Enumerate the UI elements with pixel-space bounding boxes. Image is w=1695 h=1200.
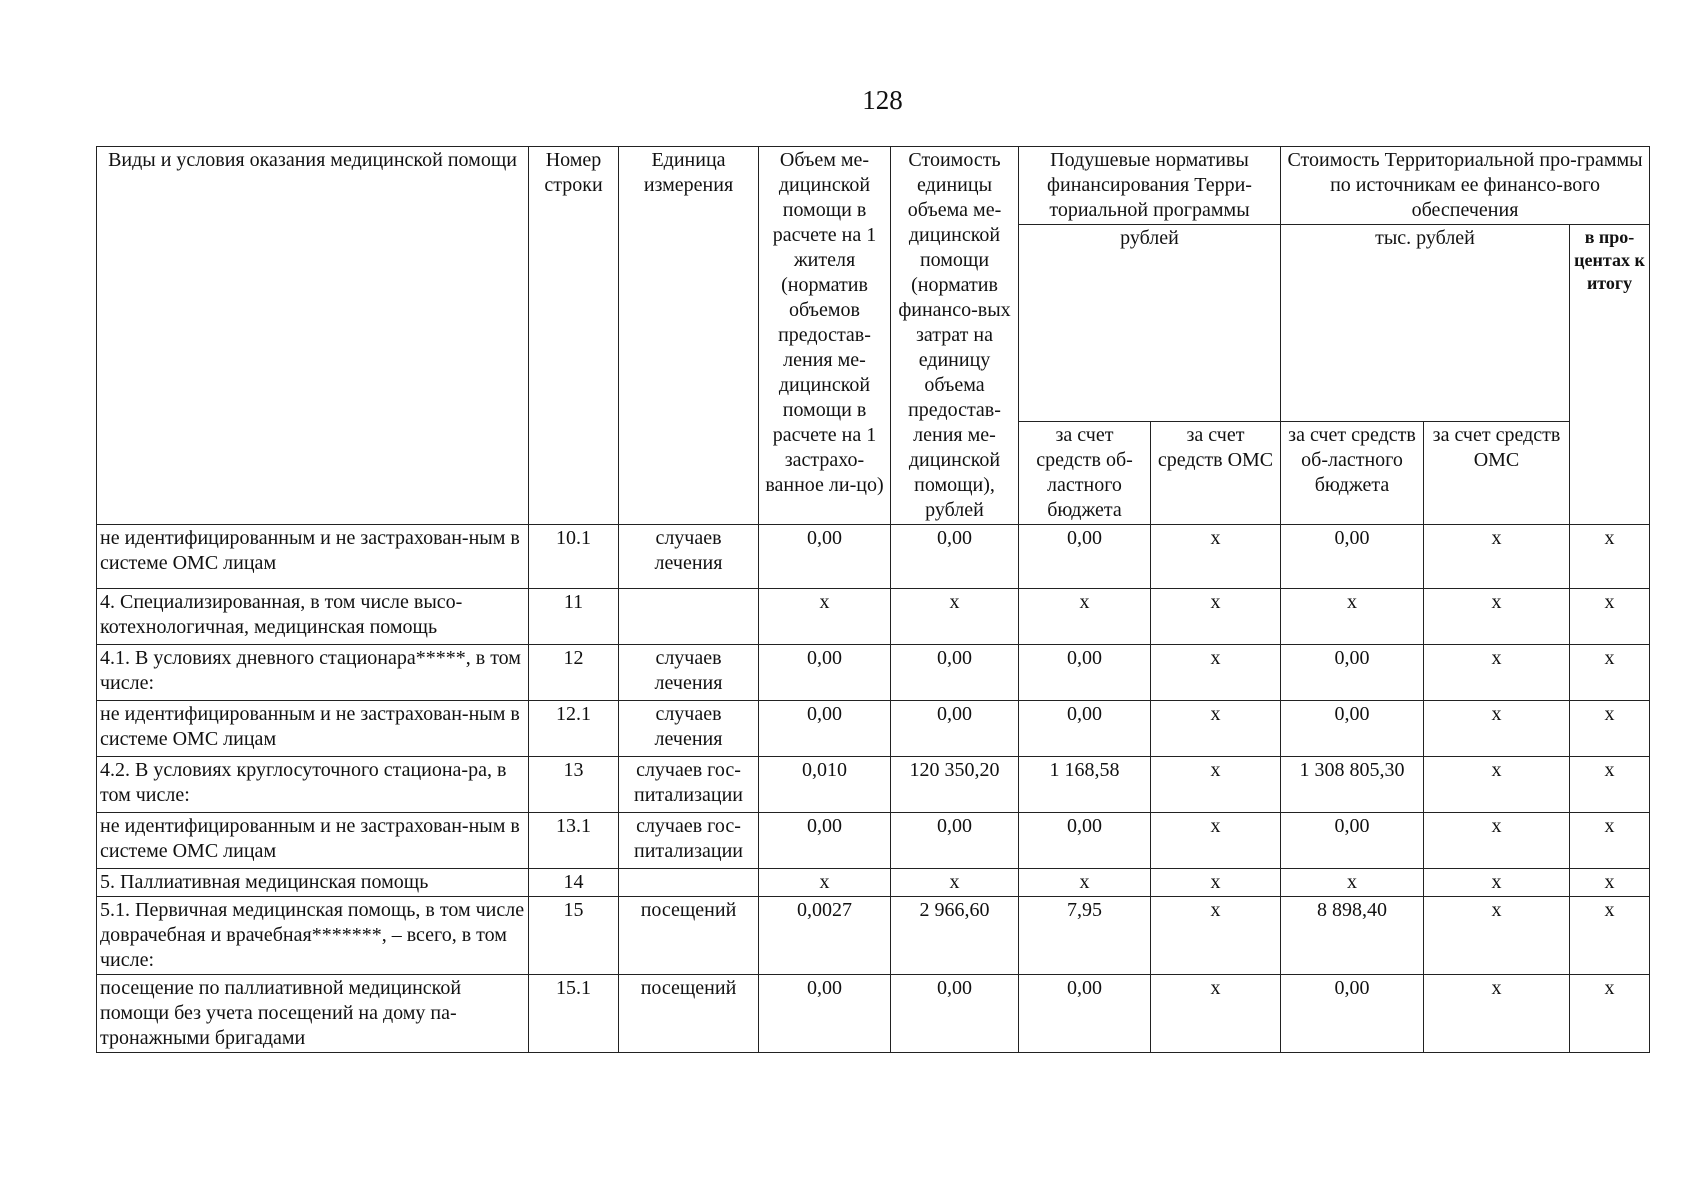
cell-per-capita-oms: х	[1151, 525, 1281, 589]
cell-percent: х	[1570, 813, 1650, 869]
cell-number: 12.1	[529, 701, 619, 757]
cell-per-capita-budget: 7,95	[1019, 897, 1151, 975]
header-percent: в про-центах к итогу	[1570, 225, 1650, 525]
cell-number: 13.1	[529, 813, 619, 869]
header-per-capita-unit: рублей	[1019, 225, 1281, 422]
cell-name: 4. Специализированная, в том числе высо-котехнологичная, медицинская помощь	[97, 589, 529, 645]
cell-name: 5.1. Первичная медицинская помощь, в том числе доврачебная и врачебная*******, – всего, в том числе:	[97, 897, 529, 975]
table-row	[97, 897, 1650, 975]
cell-unit-cost: х	[891, 589, 1019, 645]
cell-unit-cost: 0,00	[891, 645, 1019, 701]
cell-percent: х	[1570, 975, 1650, 1053]
header-unit: Единица измерения	[619, 147, 759, 525]
cell-volume: 0,010	[759, 757, 891, 813]
cell-cost-oms: х	[1424, 589, 1570, 645]
table-row	[97, 975, 1650, 1053]
cell-volume: х	[759, 869, 891, 897]
cell-name: 4.2. В условиях круглосуточного стациона-ра, в том числе:	[97, 757, 529, 813]
cell-unit	[619, 589, 759, 645]
cell-per-capita-oms: х	[1151, 813, 1281, 869]
cell-per-capita-oms: х	[1151, 701, 1281, 757]
cell-cost-oms: х	[1424, 645, 1570, 701]
cell-cost-budget: 8 898,40	[1281, 897, 1424, 975]
cell-cost-budget: 0,00	[1281, 525, 1424, 589]
cell-per-capita-budget: х	[1019, 869, 1151, 897]
cell-number: 11	[529, 589, 619, 645]
financing-table	[96, 146, 1650, 1053]
cell-number: 15.1	[529, 975, 619, 1053]
cell-unit-cost: 0,00	[891, 975, 1019, 1053]
cell-volume: 0,00	[759, 813, 891, 869]
cell-unit-cost: 120 350,20	[891, 757, 1019, 813]
cell-name: 5. Паллиативная медицинская помощь	[97, 869, 529, 897]
cell-unit-cost: 0,00	[891, 525, 1019, 589]
cell-percent: х	[1570, 897, 1650, 975]
cell-unit: посещений	[619, 897, 759, 975]
cell-cost-budget: 0,00	[1281, 975, 1424, 1053]
cell-per-capita-budget: 0,00	[1019, 813, 1151, 869]
header-cost-unit: тыс. рублей	[1281, 225, 1570, 422]
cell-unit-cost: 0,00	[891, 813, 1019, 869]
header-row-number: Номер строки	[529, 147, 619, 525]
cell-cost-oms: х	[1424, 975, 1570, 1053]
cell-unit: случаев лечения	[619, 645, 759, 701]
cell-cost-oms: х	[1424, 897, 1570, 975]
cell-percent: х	[1570, 589, 1650, 645]
cell-unit: случаев гос-питализации	[619, 813, 759, 869]
cell-per-capita-budget: 0,00	[1019, 975, 1151, 1053]
cell-cost-oms: х	[1424, 813, 1570, 869]
cell-volume: 0,00	[759, 975, 891, 1053]
cell-per-capita-oms: х	[1151, 869, 1281, 897]
cell-per-capita-budget: 0,00	[1019, 525, 1151, 589]
cell-name: не идентифицированным и не застрахован-ным в системе ОМС лицам	[97, 813, 529, 869]
cell-number: 12	[529, 645, 619, 701]
header-per-capita-budget: за счет средств об-ластного бюджета	[1019, 422, 1151, 525]
header-row-1	[97, 147, 1650, 225]
cell-volume: 0,00	[759, 645, 891, 701]
cell-number: 13	[529, 757, 619, 813]
header-cost-group: Стоимость Территориальной про-граммы по источникам ее финансо-вого обеспечения	[1281, 147, 1650, 225]
header-per-capita-oms: за счет средств ОМС	[1151, 422, 1281, 525]
cell-cost-budget: х	[1281, 869, 1424, 897]
cell-cost-oms: х	[1424, 701, 1570, 757]
cell-per-capita-oms: х	[1151, 897, 1281, 975]
cell-unit: случаев лечения	[619, 525, 759, 589]
page-number: 128	[862, 85, 903, 115]
cell-volume: х	[759, 589, 891, 645]
cell-per-capita-oms: х	[1151, 757, 1281, 813]
cell-unit: посещений	[619, 975, 759, 1053]
cell-percent: х	[1570, 869, 1650, 897]
table-row	[97, 869, 1650, 897]
cell-number: 15	[529, 897, 619, 975]
cell-volume: 0,00	[759, 701, 891, 757]
cell-cost-oms: х	[1424, 525, 1570, 589]
cell-number: 10.1	[529, 525, 619, 589]
header-cost-budget: за счет средств об-ластного бюджета	[1281, 422, 1424, 525]
cell-cost-budget: 0,00	[1281, 645, 1424, 701]
cell-per-capita-oms: х	[1151, 589, 1281, 645]
cell-per-capita-budget: 1 168,58	[1019, 757, 1151, 813]
cell-percent: х	[1570, 757, 1650, 813]
cell-percent: х	[1570, 701, 1650, 757]
cell-cost-budget: 1 308 805,30	[1281, 757, 1424, 813]
header-cost-oms: за счет средств ОМС	[1424, 422, 1570, 525]
cell-number: 14	[529, 869, 619, 897]
cell-per-capita-budget: 0,00	[1019, 645, 1151, 701]
cell-cost-oms: х	[1424, 869, 1570, 897]
table-row	[97, 813, 1650, 869]
cell-per-capita-budget: 0,00	[1019, 701, 1151, 757]
cell-unit	[619, 869, 759, 897]
cell-per-capita-oms: х	[1151, 645, 1281, 701]
cell-unit: случаев лечения	[619, 701, 759, 757]
cell-unit-cost: 2 966,60	[891, 897, 1019, 975]
cell-unit: случаев гос-питализации	[619, 757, 759, 813]
cell-name: не идентифицированным и не застрахован-ным в системе ОМС лицам	[97, 701, 529, 757]
cell-per-capita-budget: х	[1019, 589, 1151, 645]
cell-name: посещение по паллиативной медицинской помощи без учета посещений на дому па-тронажными бригадами	[97, 975, 529, 1053]
cell-cost-budget: х	[1281, 589, 1424, 645]
table-row	[97, 645, 1650, 701]
table-row	[97, 589, 1650, 645]
cell-unit-cost: х	[891, 869, 1019, 897]
cell-cost-oms: х	[1424, 757, 1570, 813]
cell-volume: 0,00	[759, 525, 891, 589]
cell-percent: х	[1570, 525, 1650, 589]
cell-name: не идентифицированным и не застрахован-ным в системе ОМС лицам	[97, 525, 529, 589]
table-row	[97, 701, 1650, 757]
cell-cost-budget: 0,00	[1281, 701, 1424, 757]
cell-cost-budget: 0,00	[1281, 813, 1424, 869]
table-row	[97, 757, 1650, 813]
table-row	[97, 525, 1650, 589]
cell-percent: х	[1570, 645, 1650, 701]
header-volume: Объем ме-дицинской помощи в расчете на 1 жителя (норматив объемов предостав-ления ме-дицинской помощи в расчете на 1 застрахо-ванное ли-цо)	[759, 147, 891, 525]
header-unit-cost: Стоимость единицы объема ме-дицинской помощи (норматив финансо-вых затрат на единицу объема предостав-ления ме-дицинской помощи), рублей	[891, 147, 1019, 525]
header-type: Виды и условия оказания медицинской помощи	[97, 147, 529, 525]
cell-volume: 0,0027	[759, 897, 891, 975]
cell-per-capita-oms: х	[1151, 975, 1281, 1053]
cell-name: 4.1. В условиях дневного стационара*****, в том числе:	[97, 645, 529, 701]
header-per-capita-group: Подушевые нормативы финансирования Терри-ториальной программы	[1019, 147, 1281, 225]
cell-unit-cost: 0,00	[891, 701, 1019, 757]
